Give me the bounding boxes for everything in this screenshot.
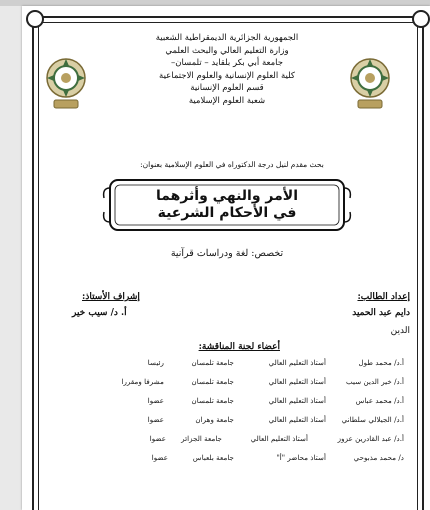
title-line: في الأحكام الشرعية [157, 205, 297, 221]
border-corner-ornament [26, 10, 44, 28]
member-university: جامعة الجزائر [181, 434, 222, 443]
member-role: عضوا [147, 396, 164, 405]
committee-row [54, 396, 404, 415]
member-name: أ.د/ الجيلالي سلطاني [341, 415, 404, 424]
university-emblem-icon [40, 54, 92, 112]
committee-row [54, 453, 404, 472]
specialty: تخصص: لغة ودراسات قرآنية [170, 248, 284, 259]
header-line: شعبة العلوم الإسلامية [188, 95, 266, 106]
committee-row [54, 415, 404, 434]
header-line: قسم العلوم الإنسانية [190, 83, 264, 94]
title-line: الأمر والنهي وأثرهما [155, 188, 299, 204]
institution-header [112, 32, 342, 108]
supervisor-name: أ. د/ سيب خير [72, 308, 127, 318]
header-line: كلية العلوم الإنسانية والعلوم الاجتماعية [159, 70, 295, 81]
member-university: جامعة تلمسان [191, 358, 234, 367]
thesis-intro: بحث مقدم لنيل درجة الدكتوراه في العلوم الإسلامية بعنوان: [140, 160, 324, 169]
member-university: جامعة تلمسان [191, 396, 234, 405]
committee-list [54, 358, 404, 472]
student-name-cont: الدين [390, 326, 410, 336]
member-rank: أستاذ التعليم العالي [268, 396, 326, 405]
student-label: إعداد الطالب: [357, 292, 410, 302]
supervisor-label: إشراف الأستاذ: [82, 292, 140, 302]
border-corner-ornament [412, 10, 430, 28]
member-name: أ.د/ عبد القادرين عزوز [337, 434, 404, 443]
member-role: رئيسا [147, 358, 164, 367]
member-rank: أستاذ محاضر "أ" [276, 453, 326, 462]
member-rank: أستاذ التعليم العالي [268, 377, 326, 386]
header-line: الجمهورية الجزائرية الديمقراطية الشعبية [155, 33, 299, 43]
committee-label: أعضاء لجنة المناقشة: [198, 342, 280, 352]
member-name: أ.د/ محمد عباس [355, 396, 404, 405]
member-university: جامعة تلمسان [191, 377, 234, 386]
member-rank: أستاذ التعليم العالي [250, 434, 308, 443]
committee-row [54, 358, 404, 377]
member-university: جامعة بلعباس [192, 453, 234, 462]
document-page [22, 6, 430, 510]
committee-row [54, 434, 404, 453]
member-name: أ.د/ خير الدين سيب [345, 377, 404, 386]
member-university: جامعة وهران [195, 415, 234, 424]
member-role: عضوا [147, 415, 164, 424]
title-box [102, 176, 352, 234]
header-line: وزارة التعليم العالي والبحث العلمي [165, 45, 289, 56]
member-rank: أستاذ التعليم العالي [268, 358, 326, 367]
member-name: د/ محمد مذبوحي [353, 453, 404, 462]
student-name: دايم عبد الحميد [352, 308, 410, 318]
committee-row [54, 377, 404, 396]
member-name: أ.د/ محمد طول [358, 358, 404, 367]
member-rank: أستاذ التعليم العالي [268, 415, 326, 424]
header-line: جامعة أبي بكر بلقايد – تلمسان– [170, 58, 284, 69]
member-role: عضوا [149, 434, 166, 443]
thesis-title [102, 188, 352, 222]
member-role: عضوا [151, 453, 168, 462]
member-role: مشرفا ومقررا [121, 377, 164, 386]
university-emblem-icon [344, 54, 396, 112]
